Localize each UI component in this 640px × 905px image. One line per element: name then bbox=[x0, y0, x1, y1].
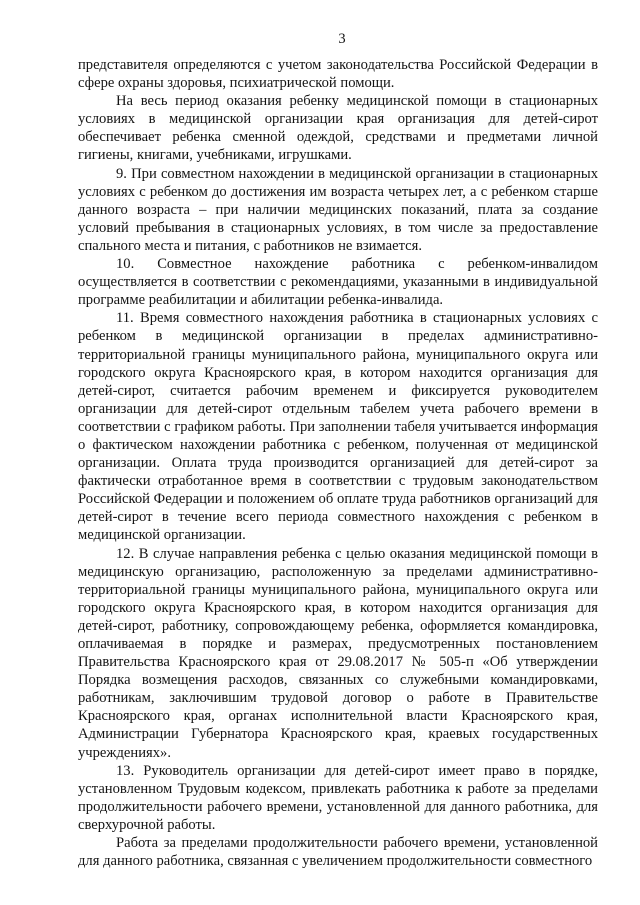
paragraph-item-11: 11. Время совместного нахождения работника в стационарных условиях с ребенком в медицинской организации в пределах административно-территориальной границы муниципального района, муниципального округа или городского округа Красноярского края, в котором находится организация для детей-сирот, считается рабочим временем и фиксируется руководителем организации для детей-сирот отдельным табелем учета рабочего времени в соответствии с графиком работы. При заполнении табеля учитывается информация о фактическом нахождении работника с ребенком, полученная от медицинской организации. Оплата труда производится организацией для детей-сирот за фактически отработанное время в соответствии с трудовым законодательством Российской Федерации и положением об оплате труда работников организаций для детей-сирот в течение всего периода совместного нахождения с ребенком в медицинской организации. bbox=[78, 310, 598, 544]
paragraph-intro-continuation: представителя определяются с учетом законодательства Российской Федерации в сфере охраны здоровья, психиатрической помощи. bbox=[78, 57, 598, 92]
page-number: 3 bbox=[338, 31, 346, 47]
paragraph-item-10: 10. Совместное нахождение работника с ребенком-инвалидом осуществляется в соответствии с рекомендациями, указанными в индивидуальной программе реабилитации и абилитации ребенка-инвалида. bbox=[78, 256, 598, 309]
paragraph-overtime: Работа за пределами продолжительности рабочего времени, установленной для данного работника, связанная с увеличением продолжительности совместного bbox=[78, 835, 598, 870]
document-page bbox=[78, 30, 598, 870]
paragraph-item-12: 12. В случае направления ребенка с целью оказания медицинской помощи в медицинскую организацию, расположенную за пределами административно-территориальной границы муниципального района, муниципального округа или городского округа Красноярского края, в котором находится организация для детей-сирот, работнику, сопровождающему ребенка, оформляется командировка, оплачиваемая в порядке и размерах, предусмотренных постановлением Правительства Красноярского края от 29.08.2017 № 505-п «Об утверждении Порядка возмещения расходов, связанных со служебными командировками, работникам, заключившим трудовой договор о работе в Правительстве Красноярского края, органах исполнительной власти Красноярского края, Администрации Губернатора Красноярского края, краевых государственных учреждениях». bbox=[78, 545, 598, 761]
paragraph-item-13: 13. Руководитель организации для детей-сирот имеет право в порядке, установленном Трудовым кодексом, привлекать работника к работе за пределами продолжительности рабочего времени, установленной для данного работника, для сверхурочной работы. bbox=[78, 762, 598, 833]
paragraph-clothing-hygiene: На весь период оказания ребенку медицинской помощи в стационарных условиях в медицинской организации края организация для детей-сирот обеспечивает ребенка сменной одеждой, средствами и предметами личной гигиены, книгами, учебниками, игрушками. bbox=[78, 93, 598, 164]
paragraph-item-9: 9. При совместном нахождении в медицинской организации в стационарных условиях с ребенком до достижения им возраста четырех лет, а с ребенком старше данного возраста – при наличии медицинских показаний, плата за создание условий пребывания в стационарных условиях, в том числе за предоставление спального места и питания, с работников не взимается. bbox=[78, 165, 598, 254]
